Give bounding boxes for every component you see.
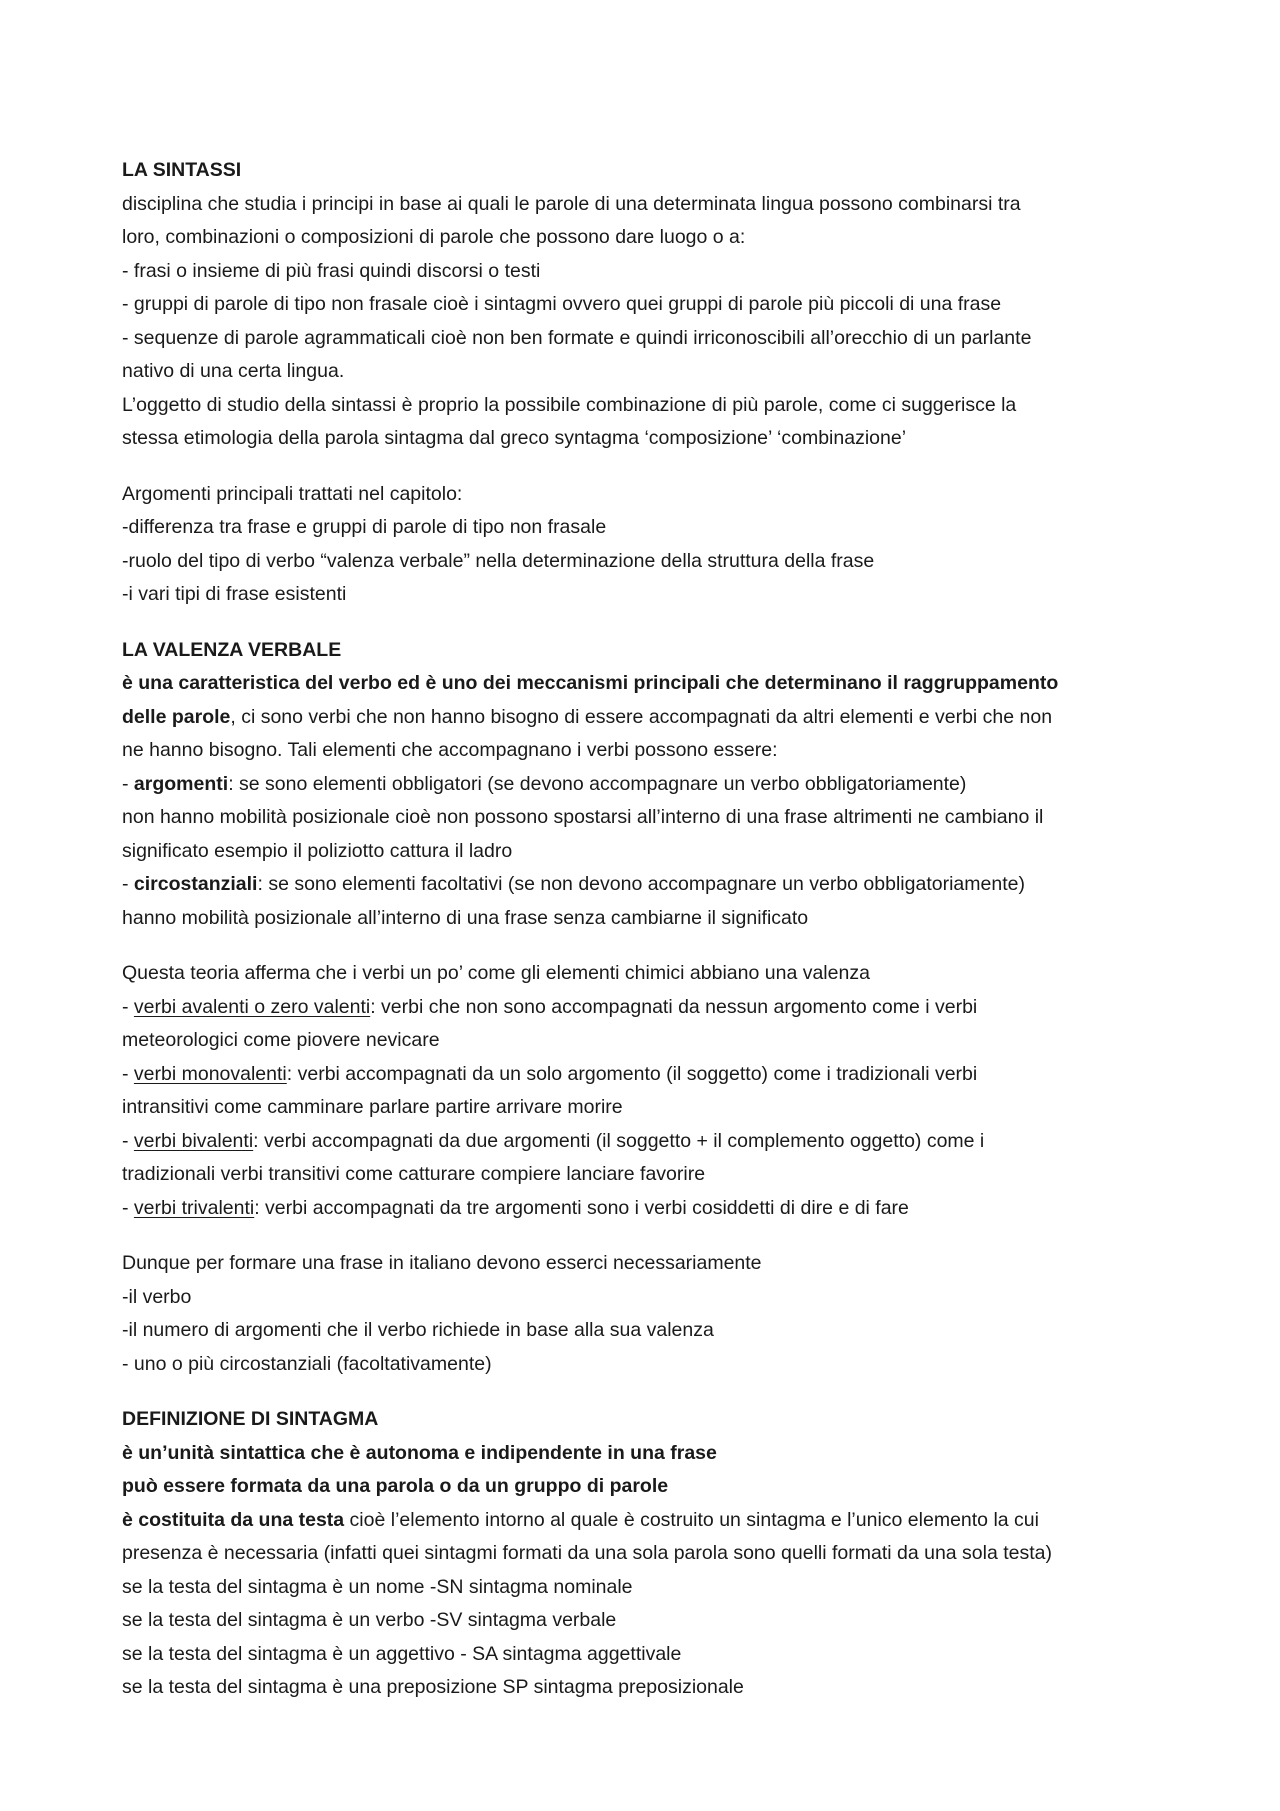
section-argomenti xyxy=(122,478,1182,612)
text-line: presenza è necessaria (infatti quei sintagmi formati da una sola parola sono quelli formati da una sola testa) xyxy=(122,1542,1053,1564)
text-line: se la testa del sintagma è un verbo -SV sintagma verbale xyxy=(122,1609,617,1631)
list-item: -il verbo xyxy=(122,1285,192,1308)
list-dash: - xyxy=(122,1062,134,1085)
text-span: : verbi accompagnati da due argomenti (il soggetto + il complemento oggetto) come i xyxy=(253,1129,985,1152)
text-line: se la testa del sintagma è una preposizione SP sintagma preposizionale xyxy=(122,1676,744,1698)
list-dash: - xyxy=(122,1196,134,1219)
list-item: -il numero di argomenti che il verbo richiede in base alla sua valenza xyxy=(122,1319,714,1341)
document-page xyxy=(122,154,1182,1705)
bold-text: è costituita da una testa xyxy=(122,1508,345,1531)
text-line: Questa teoria afferma che i verbi un po’ come gli elementi chimici abbiano una valenza xyxy=(122,962,870,984)
term-trivalenti: verbi trivalenti xyxy=(133,1196,255,1219)
section-valenza-verbale xyxy=(122,634,1182,936)
text-line-bold: è una caratteristica del verbo ed è uno dei meccanismi principali che determinano il raggruppamento xyxy=(122,672,1059,694)
list-dash: - xyxy=(122,873,134,895)
heading-definizione-sintagma: DEFINIZIONE DI SINTAGMA xyxy=(122,1408,379,1430)
term-avalenti: verbi avalenti o zero valenti xyxy=(133,995,371,1018)
text-line xyxy=(122,701,1182,735)
text-span: : verbi accompagnati da un solo argomento (il soggetto) come i tradizionali verbi xyxy=(286,1062,978,1085)
list-item: - sequenze di parole agrammaticali cioè non ben formate e quindi irriconoscibili all’orecchio di un parlante xyxy=(122,326,1032,349)
text-span: : se sono elementi facoltativi (se non devono accompagnare un verbo obbligatoriamente) xyxy=(257,873,1025,895)
text-line: Dunque per formare una frase in italiano devono esserci necessariamente xyxy=(122,1252,762,1274)
term-circostanziali: circostanziali xyxy=(133,873,258,895)
bold-text: delle parole xyxy=(122,705,231,728)
list-item xyxy=(122,991,1182,1025)
text-line-bold: può essere formata da una parola o da un gruppo di parole xyxy=(122,1475,669,1497)
text-line: ne hanno bisogno. Tali elementi che accompagnano i verbi possono essere: xyxy=(122,739,778,761)
section-requisiti-frase xyxy=(122,1247,1182,1381)
list-item: - gruppi di parole di tipo non frasale cioè i sintagmi ovvero quei gruppi di parole più piccoli di una frase xyxy=(122,293,1002,315)
list-item xyxy=(122,868,1182,902)
text-line: Argomenti principali trattati nel capitolo: xyxy=(122,482,463,505)
text-line: non hanno mobilità posizionale cioè non possono spostarsi all’interno di una frase altrimenti ne cambiano il xyxy=(122,806,1044,828)
list-dash: - xyxy=(122,1129,134,1152)
list-item: -i vari tipi di frase esistenti xyxy=(122,583,347,605)
text-line: se la testa del sintagma è un aggettivo - SA sintagma aggettivale xyxy=(122,1642,682,1665)
text-line: nativo di una certa lingua. xyxy=(122,360,345,382)
heading-la-sintassi: LA SINTASSI xyxy=(122,159,242,181)
list-item: - frasi o insieme di più frasi quindi discorsi o testi xyxy=(122,259,541,282)
list-item: -ruolo del tipo di verbo “valenza verbale” nella determinazione della struttura della frase xyxy=(122,549,875,572)
text-line: significato esempio il poliziotto cattura il ladro xyxy=(122,839,513,862)
text-span: : se sono elementi obbligatori (se devono accompagnare un verbo obbligatoriamente) xyxy=(228,772,967,795)
text-line: stessa etimologia della parola sintagma dal greco syntagma ‘composizione’ ‘combinazione’ xyxy=(122,427,907,449)
term-bivalenti: verbi bivalenti xyxy=(133,1129,254,1152)
text-line: disciplina che studia i principi in base ai quali le parole di una determinata lingua possono combinarsi tra xyxy=(122,192,1021,215)
text-line xyxy=(122,1504,1182,1538)
text-line: tradizionali verbi transitivi come catturare compiere lanciare favorire xyxy=(122,1163,706,1185)
text-line-bold: è un’unità sintattica che è autonoma e indipendente in una frase xyxy=(122,1441,717,1464)
list-item xyxy=(122,1058,1182,1092)
list-dash: - xyxy=(122,995,134,1018)
text-line: meteorologici come piovere nevicare xyxy=(122,1029,440,1051)
section-la-sintassi xyxy=(122,154,1182,456)
term-monovalenti: verbi monovalenti xyxy=(133,1062,287,1085)
list-item xyxy=(122,1192,1182,1226)
list-item xyxy=(122,1125,1182,1159)
term-argomenti: argomenti xyxy=(133,772,229,795)
section-definizione-sintagma xyxy=(122,1403,1182,1705)
list-item: - uno o più circostanziali (facoltativamente) xyxy=(122,1352,492,1375)
heading-valenza-verbale: LA VALENZA VERBALE xyxy=(122,638,342,661)
list-item xyxy=(122,768,1182,802)
list-dash: - xyxy=(122,772,134,795)
text-span: cioè l’elemento intorno al quale è costruito un sintagma e l’unico elemento la cui xyxy=(344,1508,1039,1531)
text-span: : verbi che non sono accompagnati da nessun argomento come i verbi xyxy=(370,995,978,1018)
section-teoria-valenza xyxy=(122,957,1182,1225)
list-item: -differenza tra frase e gruppi di parole di tipo non frasale xyxy=(122,516,607,538)
text-line: se la testa del sintagma è un nome -SN sintagma nominale xyxy=(122,1575,633,1598)
text-line: intransitivi come camminare parlare partire arrivare morire xyxy=(122,1096,623,1118)
text-line: loro, combinazioni o composizioni di parole che possono dare luogo o a: xyxy=(122,226,746,248)
text-line: L’oggetto di studio della sintassi è proprio la possibile combinazione di più parole, come ci suggerisce la xyxy=(122,393,1017,416)
text-line: hanno mobilità posizionale all’interno di una frase senza cambiarne il significato xyxy=(122,906,809,929)
text-span: , ci sono verbi che non hanno bisogno di essere accompagnati da altri elementi e verbi che non xyxy=(230,705,1053,728)
text-span: : verbi accompagnati da tre argomenti sono i verbi cosiddetti di dire e di fare xyxy=(254,1196,909,1219)
